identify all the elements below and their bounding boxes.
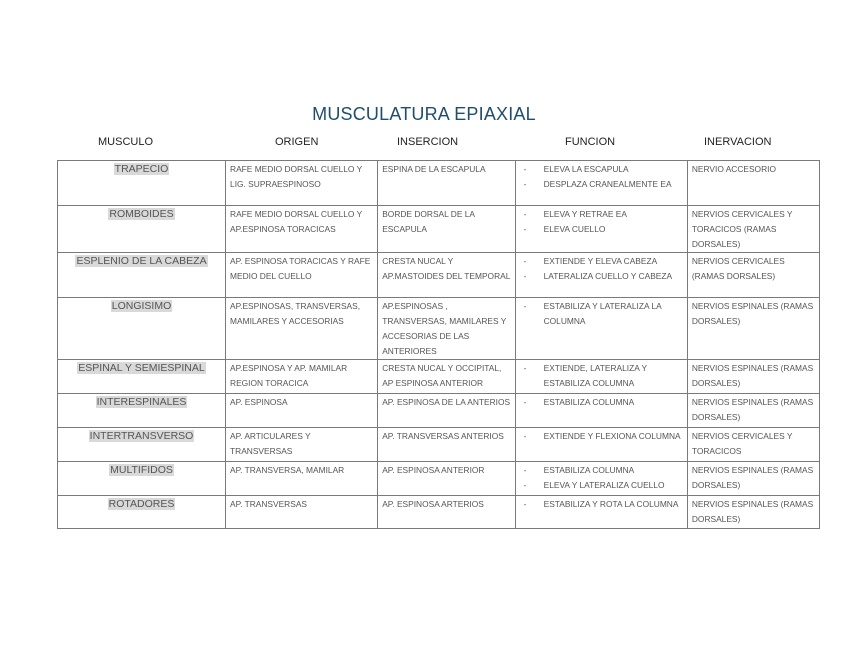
funcion-list (520, 207, 683, 237)
funcion-cell (515, 360, 687, 394)
inervacion-cell-text: NERVIOS ESPINALES (RAMAS DORSALES) (691, 363, 814, 388)
table-row (58, 462, 820, 496)
page-title: MUSCULATURA EPIAXIAL (312, 104, 536, 124)
funcion-list (520, 395, 683, 410)
funcion-item: - EXTIENDE, LATERALIZA Y ESTABILIZA COLUMNA (520, 361, 683, 391)
funcion-item: - DESPLAZA CRANEALMENTE EA (520, 177, 683, 192)
origen-cell (226, 253, 378, 298)
funcion-list (520, 162, 683, 192)
musculo-cell-text: LONGISIMO (111, 300, 172, 312)
funcion-item: - ESTABILIZA Y ROTA LA COLUMNA (520, 497, 683, 512)
funcion-cell (515, 428, 687, 462)
funcion-item: - EXTIENDE Y FLEXIONA COLUMNA (520, 429, 683, 444)
insercion-cell (378, 496, 515, 529)
inervacion-cell (687, 496, 819, 529)
funcion-item: - ELEVA CUELLO (520, 222, 683, 237)
musculo-cell-text: ESPLENIO DE LA CABEZA (76, 255, 207, 267)
table-row (58, 428, 820, 462)
insercion-cell-text: AP. TRANSVERSAS ANTERIOS (382, 431, 504, 441)
funcion-list (520, 361, 683, 391)
header-origen: ORIGEN (275, 136, 319, 148)
inervacion-cell-text: NERVIOS ESPINALES (RAMAS DORSALES) (691, 465, 814, 490)
musculo-cell-text: ROMBOIDES (109, 208, 174, 220)
inervacion-cell-text: NERVIOS CERVICALES Y TORACICOS (RAMAS DORSALES) (691, 209, 793, 249)
origen-cell (226, 496, 378, 529)
musculo-cell-text: ESPINAL Y SEMIESPINAL (78, 362, 205, 374)
funcion-cell (515, 394, 687, 428)
insercion-cell (378, 394, 515, 428)
insercion-cell (378, 253, 515, 298)
table-row (58, 360, 820, 394)
musculo-cell (58, 253, 226, 298)
inervacion-cell-text: NERVIOS CERVICALES Y TORACICOS (691, 431, 793, 456)
funcion-list (520, 254, 683, 284)
funcion-item: - ESTABILIZA COLUMNA (520, 395, 683, 410)
musculo-cell-text: INTERTRANSVERSO (89, 430, 194, 442)
table-row (58, 253, 820, 298)
insercion-cell (378, 206, 515, 253)
table-row (58, 161, 820, 206)
inervacion-cell (687, 253, 819, 298)
funcion-item: - EXTIENDE Y ELEVA CABEZA (520, 254, 683, 269)
insercion-cell-text: CRESTA NUCAL Y AP.MASTOIDES DEL TEMPORAL (382, 256, 511, 281)
insercion-cell-text: AP. ESPINOSA ANTERIOR (382, 465, 485, 475)
funcion-item: - ESTABILIZA COLUMNA (520, 463, 683, 478)
origen-cell (226, 206, 378, 253)
musculo-cell (58, 428, 226, 462)
musculo-cell (58, 394, 226, 428)
insercion-cell-text: AP. ESPINOSA DE LA ANTERIOS (382, 397, 511, 407)
origen-cell (226, 298, 378, 360)
musculo-cell (58, 298, 226, 360)
header-musculo: MUSCULO (98, 136, 154, 148)
origen-cell (226, 161, 378, 206)
musculo-cell (58, 496, 226, 529)
funcion-list (520, 463, 683, 493)
musculo-cell (58, 462, 226, 496)
table-row (58, 496, 820, 529)
funcion-list (520, 429, 683, 444)
inervacion-cell (687, 394, 819, 428)
inervacion-cell-text: NERVIOS ESPINALES (RAMAS DORSALES) (691, 397, 814, 422)
musculo-cell-text: MULTIFIDOS (110, 464, 173, 476)
funcion-cell (515, 496, 687, 529)
header-funcion: FUNCION (565, 136, 616, 148)
musculo-cell-text: ROTADORES (108, 498, 175, 510)
origen-cell (226, 428, 378, 462)
table-row (58, 206, 820, 253)
funcion-cell (515, 462, 687, 496)
funcion-cell (515, 253, 687, 298)
origen-cell (226, 360, 378, 394)
origen-cell-text: AP. ESPINOSA (230, 397, 288, 407)
inervacion-cell-text: NERVIO ACCESORIO (691, 164, 776, 174)
insercion-cell-text: AP.ESPINOSAS , TRANSVERSAS, MAMILARES Y ACCESORIAS DE LAS ANTERIORES (382, 301, 507, 356)
inervacion-cell-text: NERVIOS ESPINALES (RAMAS DORSALES) (691, 499, 814, 524)
funcion-item: - ELEVA LA ESCAPULA (520, 162, 683, 177)
origen-cell-text: RAFE MEDIO DORSAL CUELLO Y LIG. SUPRAESPINOSO (230, 164, 363, 189)
funcion-item: - LATERALIZA CUELLO Y CABEZA (520, 269, 683, 284)
table-row (58, 298, 820, 360)
funcion-item: - ELEVA Y RETRAE EA (520, 207, 683, 222)
funcion-list (520, 299, 683, 329)
funcion-item: - ELEVA Y LATERALIZA CUELLO (520, 478, 683, 493)
insercion-cell (378, 161, 515, 206)
header-inervacion: INERVACION (704, 136, 772, 148)
muscle-table (57, 160, 820, 529)
header-insercion: INSERCION (397, 136, 459, 148)
table-row (58, 394, 820, 428)
origen-cell-text: RAFE MEDIO DORSAL CUELLO Y AP.ESPINOSA TORACICAS (230, 209, 363, 234)
origen-cell (226, 394, 378, 428)
funcion-item: - ESTABILIZA Y LATERALIZA LA COLUMNA (520, 299, 683, 329)
inervacion-cell (687, 161, 819, 206)
inervacion-cell (687, 360, 819, 394)
origen-cell-text: AP. ARTICULARES Y TRANSVERSAS (230, 431, 311, 456)
musculo-cell (58, 360, 226, 394)
insercion-cell-text: BORDE DORSAL DE LA ESCAPULA (382, 209, 475, 234)
insercion-cell (378, 298, 515, 360)
insercion-cell-text: CRESTA NUCAL Y OCCIPITAL, AP ESPINOSA ANTERIOR (382, 363, 502, 388)
funcion-list (520, 497, 683, 512)
inervacion-cell-text: NERVIOS CERVICALES (RAMAS DORSALES) (691, 256, 785, 281)
musculo-cell-text: INTERESPINALES (96, 396, 187, 408)
origen-cell-text: AP. ESPINOSA TORACICAS Y RAFE MEDIO DEL CUELLO (230, 256, 371, 281)
musculo-cell (58, 161, 226, 206)
insercion-cell-text: ESPINA DE LA ESCAPULA (382, 164, 486, 174)
inervacion-cell (687, 428, 819, 462)
insercion-cell (378, 428, 515, 462)
musculo-cell-text: TRAPECIO (114, 163, 169, 175)
origen-cell-text: AP. TRANSVERSAS (230, 499, 307, 509)
funcion-cell (515, 161, 687, 206)
origen-cell (226, 462, 378, 496)
origen-cell-text: AP.ESPINOSAS, TRANSVERSAS, MAMILARES Y ACCESORIAS (230, 301, 361, 326)
insercion-cell-text: AP. ESPINOSA ARTERIOS (382, 499, 484, 509)
inervacion-cell-text: NERVIOS ESPINALES (RAMAS DORSALES) (691, 301, 814, 326)
insercion-cell (378, 360, 515, 394)
funcion-cell (515, 206, 687, 253)
insercion-cell (378, 462, 515, 496)
inervacion-cell (687, 462, 819, 496)
origen-cell-text: AP.ESPINOSA Y AP. MAMILAR REGION TORACICA (230, 363, 348, 388)
origen-cell-text: AP. TRANSVERSA, MAMILAR (230, 465, 345, 475)
table-headers (57, 136, 820, 150)
musculo-cell (58, 206, 226, 253)
funcion-cell (515, 298, 687, 360)
inervacion-cell (687, 298, 819, 360)
inervacion-cell (687, 206, 819, 253)
